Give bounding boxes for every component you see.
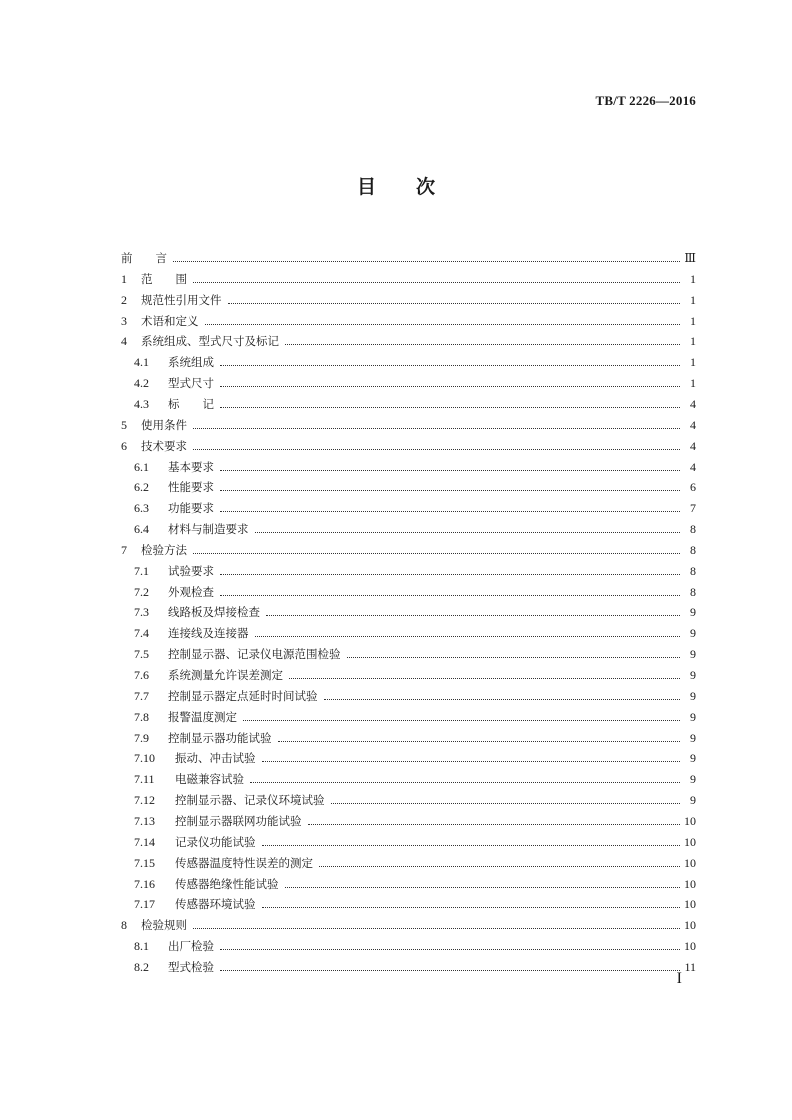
toc-dot-leader bbox=[324, 699, 680, 700]
toc-entry-page: 10 bbox=[684, 876, 696, 891]
toc-entry-number: 7.2 bbox=[134, 584, 149, 599]
standard-code: TB/T 2226—2016 bbox=[595, 93, 696, 108]
toc-entry-page: 1 bbox=[690, 271, 696, 286]
toc-entry-title: 检验规则 bbox=[141, 918, 187, 933]
toc-entry[interactable] bbox=[0, 853, 792, 873]
toc-entry-title: 外观检查 bbox=[168, 584, 214, 599]
toc-entry[interactable] bbox=[0, 811, 792, 831]
toc-entry-number: 6.4 bbox=[134, 522, 149, 537]
toc-entry-page: 9 bbox=[690, 793, 696, 808]
toc-entry-number: 1 bbox=[121, 271, 127, 286]
toc-entry-title: 基本要求 bbox=[168, 459, 214, 474]
toc-entry-page: 9 bbox=[690, 626, 696, 641]
toc-entry-number: 4.3 bbox=[134, 396, 149, 411]
toc-entry-page: 7 bbox=[690, 501, 696, 516]
toc-dot-leader bbox=[220, 511, 680, 512]
toc-entry[interactable] bbox=[0, 686, 792, 706]
toc-entry-title: 使用条件 bbox=[141, 417, 187, 432]
toc-entry-title: 控制显示器定点延时时间试验 bbox=[168, 688, 318, 703]
toc-entry[interactable] bbox=[0, 915, 792, 935]
toc-dot-leader bbox=[319, 866, 680, 867]
toc-entry-number: 7.12 bbox=[134, 793, 155, 808]
toc-entry-number: 7.14 bbox=[134, 834, 155, 849]
toc-entry-number: 7.17 bbox=[134, 897, 155, 912]
toc-entry-page: 9 bbox=[690, 730, 696, 745]
toc-entry-title: 试验要求 bbox=[168, 563, 214, 578]
title-char-1: 目 bbox=[356, 176, 376, 198]
toc-dot-leader bbox=[266, 615, 680, 616]
toc-entry-title: 规范性引用文件 bbox=[141, 292, 222, 307]
toc-entry-title: 系统组成、型式尺寸及标记 bbox=[141, 334, 279, 349]
toc-entry-page: 4 bbox=[690, 459, 696, 474]
toc-entry-title: 控制显示器、记录仪电源范围检验 bbox=[168, 647, 341, 662]
toc-entry[interactable] bbox=[0, 582, 792, 602]
toc-entry[interactable] bbox=[0, 790, 792, 810]
toc-entry-number: 6.1 bbox=[134, 459, 149, 474]
toc-entry[interactable] bbox=[0, 769, 792, 789]
toc-entry-page: 9 bbox=[690, 605, 696, 620]
toc-entry[interactable] bbox=[0, 331, 792, 351]
toc-entry[interactable] bbox=[0, 874, 792, 894]
toc-dot-leader bbox=[220, 407, 680, 408]
toc-entry-number: 4.1 bbox=[134, 355, 149, 370]
toc-dot-leader bbox=[278, 741, 680, 742]
toc-dot-leader bbox=[193, 928, 680, 929]
toc-dot-leader bbox=[193, 449, 680, 450]
toc-entry[interactable] bbox=[0, 269, 792, 289]
toc-entry[interactable] bbox=[0, 477, 792, 497]
toc-entry-page: 1 bbox=[690, 334, 696, 349]
toc-entry-number: 7.7 bbox=[134, 688, 149, 703]
toc-entry-title: 报警温度测定 bbox=[168, 709, 237, 724]
toc-entry-number: 7.9 bbox=[134, 730, 149, 745]
toc-entry-title: 系统测量允许误差测定 bbox=[168, 668, 283, 682]
toc-dot-leader bbox=[193, 282, 680, 283]
toc-entry-page: 8 bbox=[690, 522, 696, 537]
toc-dot-leader bbox=[262, 845, 680, 846]
toc-entry[interactable] bbox=[0, 373, 792, 393]
toc-entry-title: 系统组成 bbox=[168, 355, 214, 370]
toc-entry-title: 性能要求 bbox=[168, 480, 214, 495]
toc-entry-title: 传感器温度特性误差的测定 bbox=[175, 855, 313, 870]
toc-dot-leader bbox=[220, 365, 680, 366]
toc-entry-title: 传感器绝缘性能试验 bbox=[175, 876, 279, 891]
toc-entry-number: 7.11 bbox=[134, 772, 155, 787]
toc-entry-number: 7.10 bbox=[134, 751, 155, 766]
toc-entry-number: 4.2 bbox=[134, 376, 149, 391]
toc-entry-page: 10 bbox=[684, 855, 696, 870]
toc-dot-leader bbox=[220, 574, 680, 575]
toc-dot-leader bbox=[289, 678, 680, 679]
toc-entry-page: Ⅲ bbox=[684, 251, 696, 265]
toc-entry-title: 术语和定义 bbox=[141, 313, 199, 328]
toc-entry-title: 振动、冲击试验 bbox=[175, 751, 256, 766]
toc-entry[interactable] bbox=[0, 415, 792, 435]
toc-entry-page: 1 bbox=[690, 376, 696, 391]
page-title bbox=[0, 172, 792, 199]
toc-dot-leader bbox=[220, 949, 680, 950]
toc-entry[interactable] bbox=[0, 311, 792, 331]
toc-entry-number: 6.3 bbox=[134, 501, 149, 516]
toc-dot-leader bbox=[243, 720, 680, 721]
toc-entry-page: 9 bbox=[690, 751, 696, 766]
toc-dot-leader bbox=[262, 907, 680, 908]
toc-entry-page: 8 bbox=[690, 542, 696, 557]
toc-entry-number: 7.6 bbox=[134, 668, 149, 682]
toc-dot-leader bbox=[220, 470, 680, 471]
toc-entry-number: 8.1 bbox=[134, 939, 149, 954]
toc-dot-leader bbox=[255, 636, 680, 637]
toc-entry-page: 9 bbox=[690, 647, 696, 662]
toc-dot-leader bbox=[285, 887, 680, 888]
toc-entry-page: 1 bbox=[690, 292, 696, 307]
toc-dot-leader bbox=[193, 428, 680, 429]
toc-dot-leader bbox=[205, 324, 680, 325]
toc-entry-number: 3 bbox=[121, 313, 127, 328]
toc-entry-number: 7.1 bbox=[134, 563, 149, 578]
toc-entry-page: 9 bbox=[690, 688, 696, 703]
toc-entry-number: 7.8 bbox=[134, 709, 149, 724]
toc-entry-page: 10 bbox=[684, 939, 696, 954]
toc-entry[interactable] bbox=[0, 436, 792, 456]
toc-entry[interactable] bbox=[0, 748, 792, 768]
toc-dot-leader bbox=[255, 532, 680, 533]
toc-entry[interactable] bbox=[0, 728, 792, 748]
toc-entry-title: 材料与制造要求 bbox=[168, 522, 249, 537]
toc-entry-page: 10 bbox=[684, 918, 696, 933]
toc-entry-title: 记录仪功能试验 bbox=[175, 834, 256, 849]
toc-entry-title: 型式尺寸 bbox=[168, 376, 214, 391]
toc-dot-leader bbox=[228, 303, 680, 304]
toc-dot-leader bbox=[347, 657, 680, 658]
toc-entry-page: 9 bbox=[690, 668, 696, 682]
toc-entry-number: 5 bbox=[121, 417, 127, 432]
toc-entry-page: 1 bbox=[690, 355, 696, 370]
toc-entry[interactable] bbox=[0, 394, 792, 414]
toc-entry-title: 传感器环境试验 bbox=[175, 897, 256, 912]
toc-entry[interactable] bbox=[0, 832, 792, 852]
toc-entry-page: 1 bbox=[690, 313, 696, 328]
toc-entry[interactable] bbox=[0, 290, 792, 310]
toc-entry-title: 连接线及连接器 bbox=[168, 626, 249, 641]
toc-entry[interactable] bbox=[0, 248, 792, 268]
toc-entry-title: 电磁兼容试验 bbox=[175, 772, 244, 787]
toc-dot-leader bbox=[220, 595, 680, 596]
page-number: I bbox=[676, 970, 682, 987]
toc-entry-number: 6.2 bbox=[134, 480, 149, 495]
toc-dot-leader bbox=[308, 824, 680, 825]
toc-entry-title: 线路板及焊接检查 bbox=[168, 605, 260, 620]
toc-entry-title: 标 记 bbox=[168, 396, 214, 411]
toc-entry[interactable] bbox=[0, 957, 792, 977]
title-char-2: 次 bbox=[416, 176, 436, 198]
toc-entry-number: 7.15 bbox=[134, 855, 155, 870]
toc-entry-title: 出厂检验 bbox=[168, 939, 214, 954]
toc-entry-number: 7 bbox=[121, 542, 127, 557]
toc-entry-number: 7.5 bbox=[134, 647, 149, 662]
toc-dot-leader bbox=[220, 490, 680, 491]
toc-entry[interactable] bbox=[0, 602, 792, 622]
toc-entry-number: 2 bbox=[121, 292, 127, 307]
toc-entry[interactable] bbox=[0, 936, 792, 956]
toc-dot-leader bbox=[220, 386, 680, 387]
toc-entry-title: 前 言 bbox=[121, 251, 167, 265]
toc-dot-leader bbox=[285, 344, 680, 345]
toc-entry[interactable] bbox=[0, 707, 792, 727]
toc-entry-page: 4 bbox=[690, 417, 696, 432]
toc-entry[interactable] bbox=[0, 457, 792, 477]
toc-entry[interactable] bbox=[0, 623, 792, 643]
toc-entry-title: 控制显示器功能试验 bbox=[168, 730, 272, 745]
toc-entry-number: 8 bbox=[121, 918, 127, 933]
toc-entry-title: 控制显示器联网功能试验 bbox=[175, 813, 302, 828]
toc-entry-page: 11 bbox=[684, 959, 696, 974]
toc-entry[interactable] bbox=[0, 498, 792, 518]
toc-entry[interactable] bbox=[0, 540, 792, 560]
toc-entry[interactable] bbox=[0, 519, 792, 539]
toc-entry-title: 检验方法 bbox=[141, 542, 187, 557]
toc-entry-number: 8.2 bbox=[134, 959, 149, 974]
toc-entry[interactable] bbox=[0, 665, 792, 685]
toc-entry-page: 10 bbox=[684, 813, 696, 828]
toc-entry[interactable] bbox=[0, 561, 792, 581]
toc-entry[interactable] bbox=[0, 644, 792, 664]
toc-entry-page: 4 bbox=[690, 396, 696, 411]
toc-entry-title: 功能要求 bbox=[168, 501, 214, 516]
toc-dot-leader bbox=[250, 782, 680, 783]
toc-entry-page: 10 bbox=[684, 897, 696, 912]
toc-entry-number: 6 bbox=[121, 438, 127, 453]
toc-entry-page: 6 bbox=[690, 480, 696, 495]
toc-entry-page: 9 bbox=[690, 709, 696, 724]
toc-entry[interactable] bbox=[0, 352, 792, 372]
toc-entry-number: 7.16 bbox=[134, 876, 155, 891]
toc-entry-page: 10 bbox=[684, 834, 696, 849]
toc-entry-number: 7.13 bbox=[134, 813, 155, 828]
toc-entry-title: 型式检验 bbox=[168, 959, 214, 974]
toc-entry-title: 范 围 bbox=[141, 271, 187, 286]
toc-dot-leader bbox=[262, 761, 680, 762]
toc-entry[interactable] bbox=[0, 894, 792, 914]
toc-dot-leader bbox=[193, 553, 680, 554]
toc-entry-page: 8 bbox=[690, 563, 696, 578]
toc-entry-number: 7.3 bbox=[134, 605, 149, 620]
toc-entry-title: 控制显示器、记录仪环境试验 bbox=[175, 793, 325, 808]
toc-dot-leader bbox=[331, 803, 680, 804]
toc-entry-number: 7.4 bbox=[134, 626, 149, 641]
toc-entry-number: 4 bbox=[121, 334, 127, 349]
toc-entry-page: 4 bbox=[690, 438, 696, 453]
toc-dot-leader bbox=[173, 261, 680, 262]
toc-entry-page: 9 bbox=[690, 772, 696, 787]
toc-entry-page: 8 bbox=[690, 584, 696, 599]
toc-dot-leader bbox=[220, 970, 680, 971]
toc-entry-title: 技术要求 bbox=[141, 438, 187, 453]
